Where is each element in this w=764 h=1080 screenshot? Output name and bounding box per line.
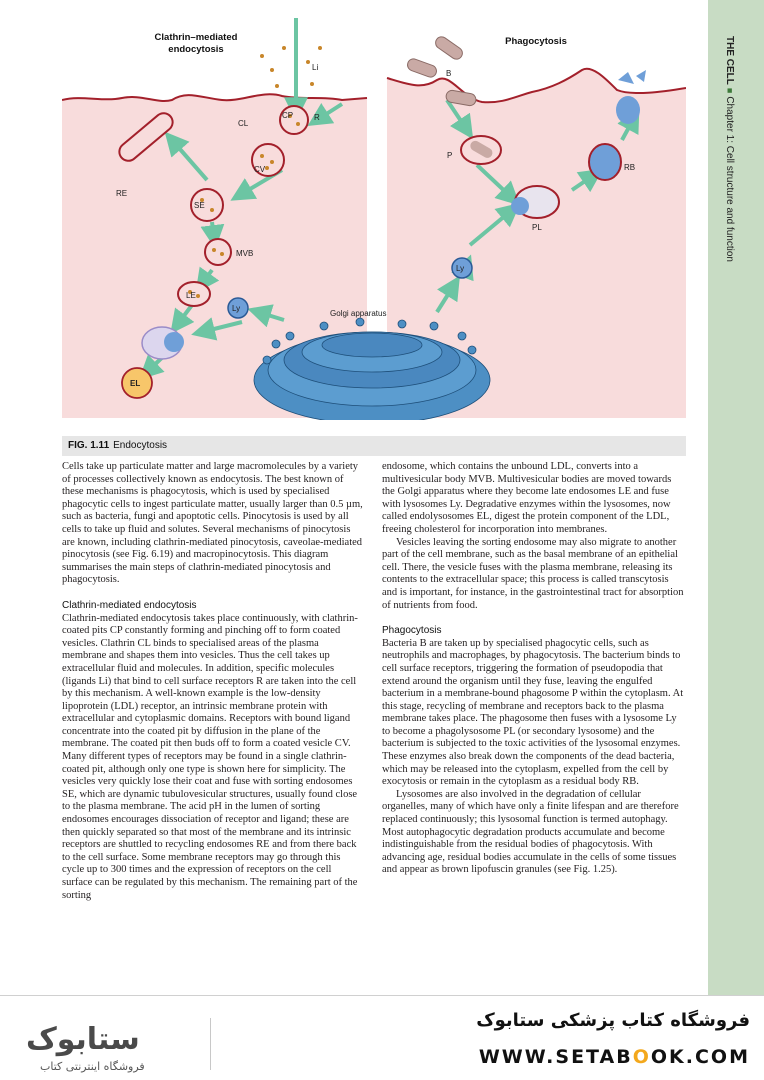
mvb-paragraph: endosome, which contains the unbound LDL, converts into a multivesicular body MVB. Multivesicular bodies are moved towards the Golgi apparatus where they become late endosomes LE and fuse with lysosomes Ly. Degradative enzymes within the lysosomes, now called endolysosomes EL, digest the protein component of the LDL, freeing cholesterol for incorporation into membranes. [382, 461, 672, 535]
clathrin-paragraph: Clathrin-mediated endocytosis takes place continuously, with clathrin-coated pits CP constantly forming and pinching off to form coated vesicles. Clathrin CL binds to specialised areas of the plasma membrane and shapes them into vesicles. Thus the cell takes up extracellular fluid and molecules. In addition, specific molecules (ligands Li) that bind to cell surface receptors R are taken into the cell by this mechanism. A well-known example is the low-density lipoprotein (LDL) receptor, an intrinsic membrane protein with extracellular and cytoplasmic domains. Receptors with bound ligand concentrate into the coated pit by diffusion in the plane of the membrane. The coated pit then buds off to form a coated vesicle CV. Many different types of receptors may be found in a single clathrin-coated pit, although only one type is shown here for simplicity. The vesicles very quickly lose their coat and fuse with sorting endosomes SE, which are dynamic tubulovesicular structures, usually found close to the plasma membrane. The acid pH in the lumen of sorting endosomes encourages dissociation of receptor and ligand; these are then quickly separated so that most of the membrane and its intrinsic receptors are shuttled to recycling endosomes RE and from there back to the cell surface. Some membrane receptors may go through this cycle up to 300 times and the expression of receptors on the cell surface can be regulated by this mechanism. The remaining part of the sorting [62, 612, 358, 901]
footer-divider [0, 995, 764, 996]
sidebar-chapter: Chapter 1: Cell structure and function [724, 96, 735, 262]
figure-diagram [62, 0, 686, 420]
label-mvb: MVB [236, 249, 254, 258]
label-cv: CV [254, 165, 266, 174]
phagocytosis-paragraph: Bacteria B are taken up by specialised phagocytic cells, such as neutrophils and macrophages, by phagocytosis. The bacterium binds to cell surface receptors, triggering the formation of pseudopodia that extend around the organism until they fuse, leaving the engulfed bacterium in a membrane-bound phagosome P within the cytoplasm. At this stage, recycling of membrane and receptors back to the plasma membrane takes place. The phagosome then fuses with a lysosome Ly to become a phagolysosome PL (or secondary lysosome) and the bacterium is subjected to the toxic activities of the lysosomal enzymes. These enzymes also break down the components of the dead bacteria, which may be released into the cytoplasm, expelled from the cell by exocytosis or remain in the cytoplasm as a residual body RB. [382, 637, 684, 788]
sidebar-section: THE CELL [724, 36, 735, 85]
url-o: O [632, 1046, 651, 1068]
label-golgi: Golgi apparatus [330, 309, 387, 318]
chapter-sidebar [708, 0, 764, 995]
store-name: فروشگاه کتاب پزشکی ستابوک [476, 1010, 750, 1031]
label-se: SE [194, 201, 205, 210]
label-cl: CL [238, 119, 249, 128]
label-b: B [446, 69, 452, 78]
figure-caption [68, 440, 167, 451]
label-le: LE [186, 291, 196, 300]
label-ly2: Ly [456, 264, 465, 273]
intro-paragraph: Cells take up particulate matter and large macromolecules by a variety of processes collectively known as endocytosis. The best known of these mechanisms is phagocytosis, which is used by specialised phagocytic cells to ingest particulate matter, usually larger than 0.5 µm, such as bacteria, fungi and apoptotic cells. Pinocytosis is used by all cells to take up fluid and solutes. Several mechanisms of pinocytosis are known, including clathrin-mediated pinocytosis, caveolae-mediated pinocytosis (see Fig. 6.19) and macropinocytosis. This diagram summarises the main steps of clathrin-mediated pinocytosis and phagocytosis. [62, 461, 363, 586]
right-title: Phagocytosis [505, 36, 567, 47]
residual-body [589, 144, 621, 180]
left-title-line1: Clathrin–mediated [154, 32, 238, 43]
text-column-right [382, 461, 686, 877]
store-url[interactable] [479, 1046, 750, 1068]
left-title-line2: endocytosis [168, 44, 224, 55]
label-cp: CP [282, 111, 294, 120]
label-r: R [314, 113, 320, 122]
endocytosis-figure [62, 0, 686, 420]
label-re: RE [116, 189, 128, 198]
url-suffix: OK.COM [650, 1046, 750, 1068]
text-column-left [62, 461, 364, 902]
label-pl: PL [532, 223, 542, 232]
url-prefix: WWW.SETAB [478, 1046, 633, 1068]
caption-number: FIG. 1.11 [68, 440, 110, 451]
label-li: Li [312, 63, 319, 72]
autophagy-paragraph: Lysosomes are also involved in the degradation of cellular organelles, many of which have only a finite lifespan and are therefore replaced continuously; this lysosomal function is termed autophagy. Most autophagocytic degradation products accumulate and become indistinguishable from the residual bodies of phagocytosis. With advancing age, residual bodies accumulate in the cells of some tissues and appear as brown lipofuscin granules (see Fig. 1.25). [382, 788, 679, 876]
chapter-sidebar-label [724, 36, 735, 262]
sidebar-separator: ■ [725, 87, 735, 94]
transcytosis-paragraph: Vesicles leaving the sorting endosome may also migrate to another part of the cell membrane, such as the basal membrane of an epithelial cell. There, the vesicle fuses with the plasma membrane, releasing its contents to the extracellular space; this process is called transcytosis and is important, for instance, in the gastrointestinal tract for absorption of nutrients from food. [382, 536, 684, 611]
label-rb: RB [624, 163, 636, 172]
store-logo-subtitle: فروشگاه اینترنتی کتاب [40, 1060, 145, 1073]
label-p: P [447, 151, 453, 160]
store-logo: ستابوک [26, 1022, 140, 1057]
logo-divider [210, 1018, 211, 1070]
clathrin-heading: Clathrin-mediated endocytosis [62, 599, 197, 611]
label-ly: Ly [232, 304, 241, 313]
phagocytosis-heading: Phagocytosis [382, 625, 442, 637]
caption-title: Endocytosis [113, 440, 168, 451]
label-el: EL [130, 379, 141, 388]
